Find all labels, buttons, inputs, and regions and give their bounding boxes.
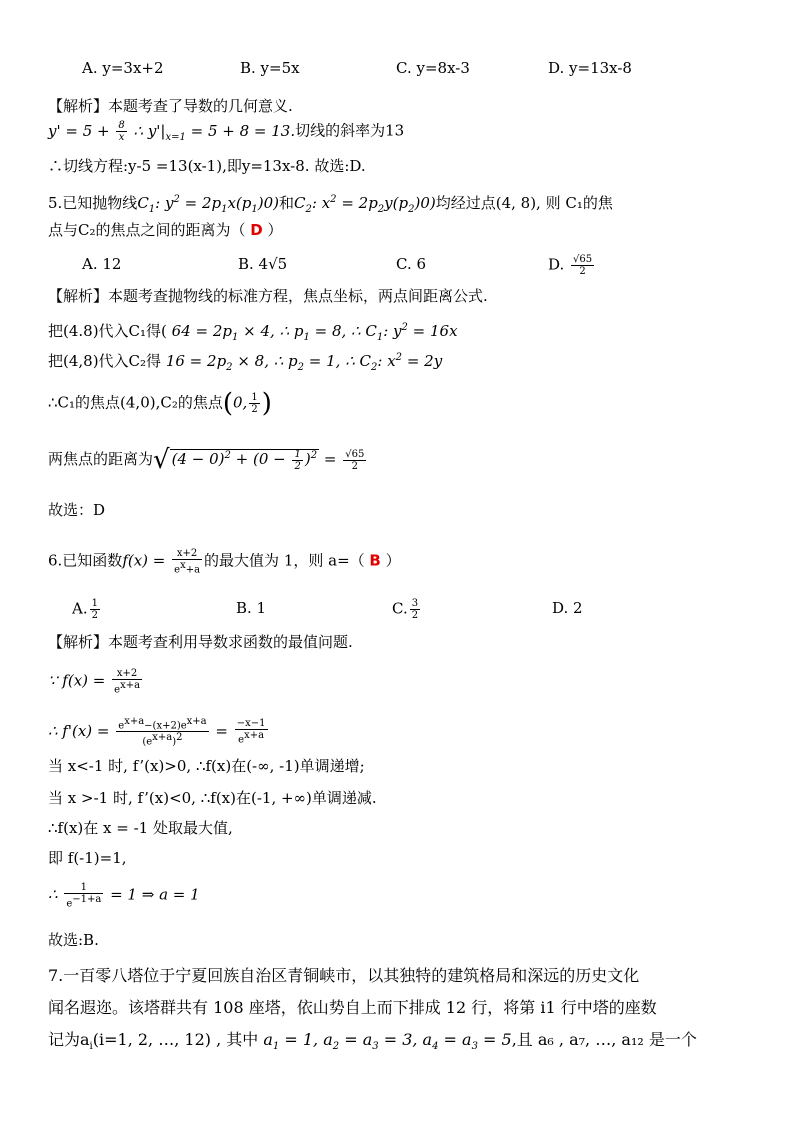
q5-stem-line2: 点与C₂的焦点之间的距离为（ D ） — [48, 221, 283, 239]
q5-option-b: B. 4√5 — [238, 255, 288, 273]
q4-option-c: C. y=8x-3 — [396, 59, 470, 77]
q6-option-a: A. $\frac{1}{2}$ — [72, 598, 98, 621]
q5-conclusion: 故选：D — [48, 501, 106, 519]
q4-derivative: y' = 5 + $\frac{8}{x}$ ∴ $y'|_{x=1} = 5 + 8 = 13$.切线的斜率为13 — [48, 120, 405, 143]
q6-maximum: ∴f(x)在 x = -1 处取最大值, — [48, 819, 233, 837]
q6-analysis: 【解析】本题考查利用导数求函数的最值问题. — [48, 633, 353, 651]
q5-stem: 5.已知抛物线$C_1$: $y^2 = 2p_1x(p_1)0$)和$C_2$: $x^2 = 2p_2y(p_2)0$)均经过点(4, 8), 则 C₁的焦 — [48, 194, 613, 215]
q4-option-a: A. y=3x+2 — [82, 59, 164, 77]
q5-option-d: D. $\frac{√65}{2}$ — [548, 254, 593, 277]
q6-answer: B — [369, 551, 381, 570]
q6-increasing: 当 x<-1 时, f’(x)>0, ∴f(x)在(-∞, -1)单调递增; — [48, 757, 365, 775]
q5-sub2: 把(4,8)代入C₂得 $16 = 2p_2 \times 8$, ∴ $p_2 = 1$, ∴ $C_2$: $x^2 = 2y$ — [48, 352, 443, 373]
q5-focus: ∴C₁的焦点(4,0),C₂的焦点(0, $\frac{1}{2}$ ) — [48, 388, 272, 419]
q7-line3: 记为$a_i(i=1$, 2, …, 12) , 其中 $a_1 = 1$, $a_2 = a_3 = 3$, $a_4 = a_3 = 5$,且 a₆ , a₇, …, a₁₂ 是一个 — [48, 1030, 697, 1053]
q6-option-c: C. $\frac{3}{2}$ — [392, 598, 419, 621]
q6-solve: ∴ $\frac{1}{e^{-1+a}}$ = 1 ⇒ a = 1 — [48, 882, 200, 910]
q5-option-c: C. 6 — [396, 255, 427, 273]
q6-equation: 即 f(-1)=1, — [48, 849, 127, 867]
q6-stem: 6.已知函数f(x) = $\frac{x+2}{e^x+a}$ 的最大值为 1，则 a=（ B ） — [48, 548, 401, 576]
q7-line1: 7.一百零八塔位于宁夏回族自治区青铜峡市，以其独特的建筑格局和深远的历史文化 — [48, 966, 640, 985]
q6-conclusion: 故选:B. — [48, 931, 99, 949]
q6-decreasing: 当 x >-1 时, f’(x)<0, ∴f(x)在(-1, +∞)单调递减. — [48, 789, 377, 807]
q5-distance: 两焦点的距离为√ $(4 - 0)^2 + (0$ − $\frac{1}{2}$ )$^2$ = $\frac{√65}{2}$ — [48, 445, 365, 475]
q4-option-d: D. y=13x-8 — [548, 59, 632, 77]
q5-sub1: 把(4.8)代入C₁得( $64 = 2p_1 \times 4$, ∴ $p_1 = 8$, ∴ $C_1$: $y^2 = 16x$ — [48, 322, 458, 343]
q6-option-d: D. 2 — [552, 599, 583, 617]
q4-option-b: B. y=5x — [240, 59, 300, 77]
q6-option-b: B. 1 — [236, 599, 267, 617]
q4-tangent: ∴切线方程:y-5 =13(x-1),即y=13x-8. 故选:D. — [48, 157, 366, 175]
q4-slope-text: 切线的斜率为13 — [295, 121, 405, 140]
q7-line2: 闻名遐迩。该塔群共有 108 座塔，依山势自上而下排成 12 行，将第 i1 行中塔的座数 — [48, 998, 657, 1017]
q4-analysis: 【解析】本题考查了导数的几何意义. — [48, 97, 293, 115]
q6-derivative: ∴ f'(x) = $\frac{e^{x+a}-(x+2)e^{x+a}}{(e^{x+a})^2}$ = $\frac{-x-1}{e^{x+a}}$ — [48, 716, 266, 748]
q6-function: ∵ f(x) = $\frac{x+2}{e^{x+a}}$ — [48, 668, 141, 696]
q5-answer: D — [250, 221, 263, 239]
q5-option-a: A. 12 — [82, 255, 122, 273]
q5-analysis: 【解析】本题考查抛物线的标准方程，焦点坐标，两点间距离公式. — [48, 287, 488, 305]
